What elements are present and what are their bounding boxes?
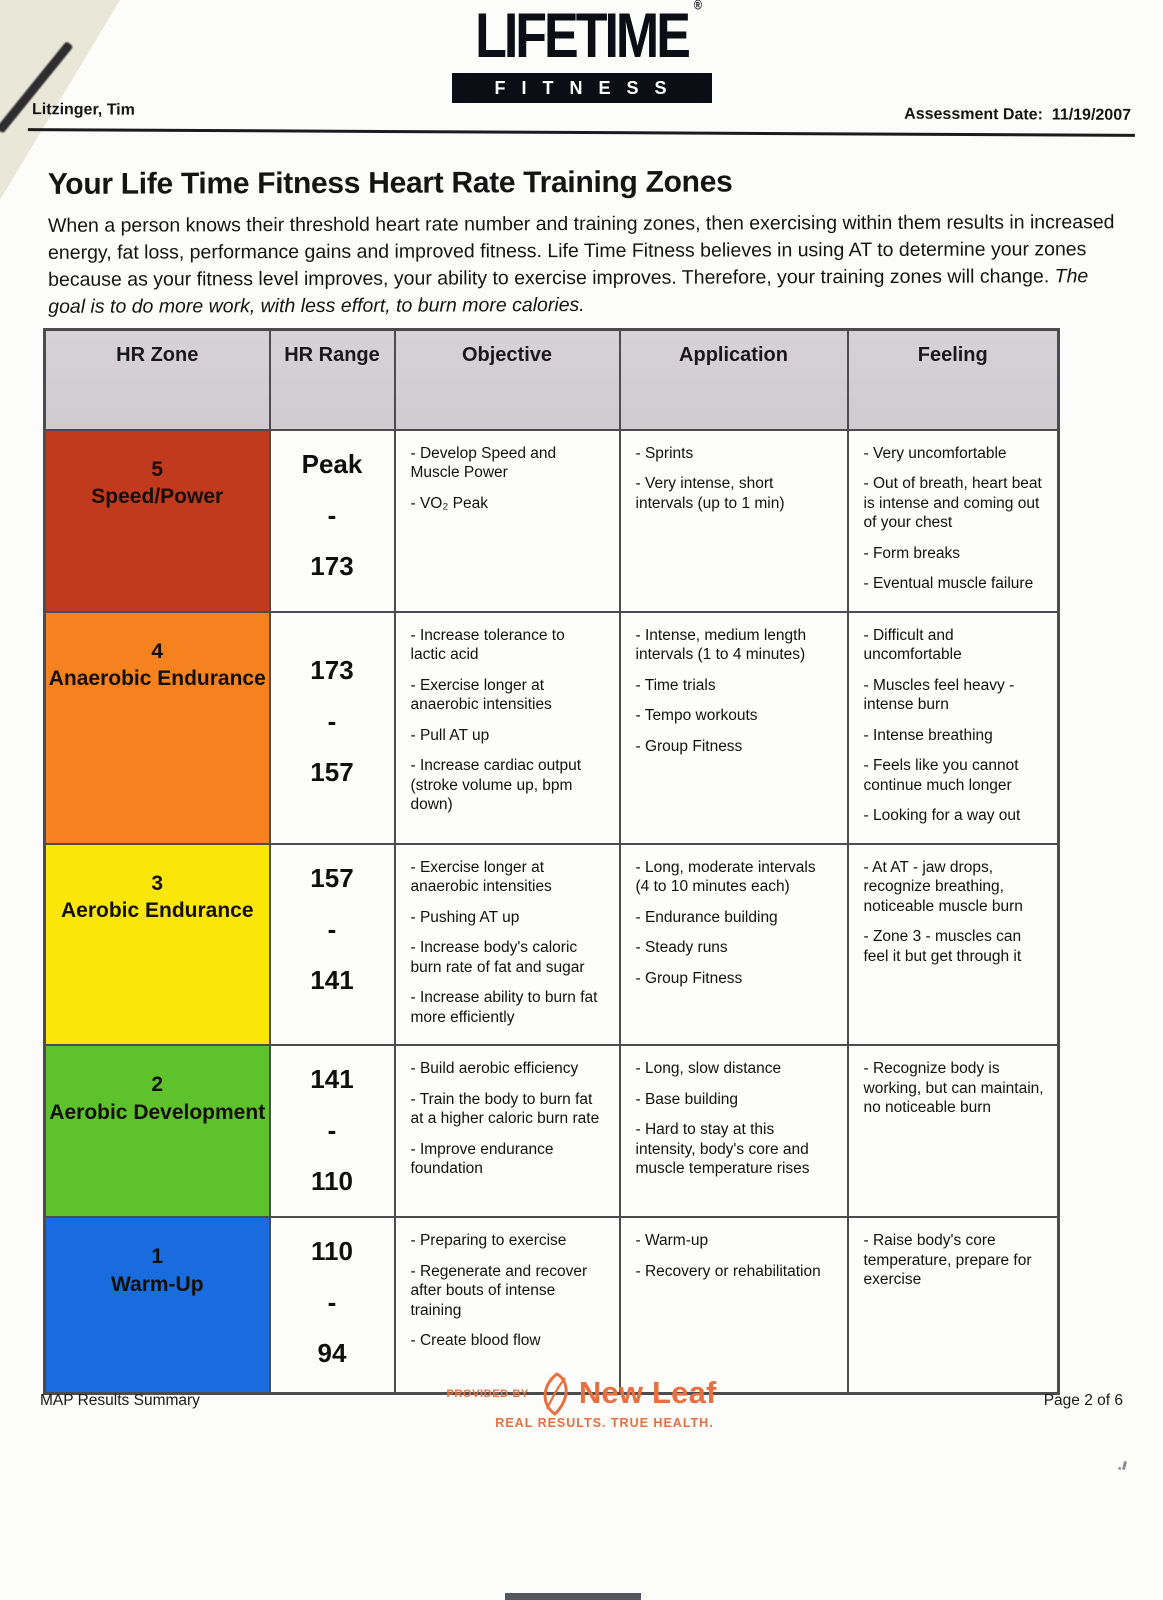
- zone-1-range-cell: [270, 1217, 395, 1393]
- bullet: - Build aerobic efficiency: [410, 1060, 579, 1078]
- bullet: - Long, slow distance: [635, 1060, 782, 1078]
- bullet: - Develop Speed and Muscle Power: [410, 444, 557, 482]
- zone-row-1: [45, 1217, 1059, 1393]
- zone-name: Anaerobic Endurance: [48, 667, 266, 691]
- zone-5-range-cell: [270, 430, 395, 612]
- zone-number: 5: [151, 457, 164, 481]
- divider-rule: [28, 128, 1135, 137]
- page-footer: [40, 1372, 1123, 1430]
- logo-text: LIFETIME: [475, 0, 688, 72]
- zone-1-application-cell: [620, 1217, 848, 1393]
- zone-number: 3: [151, 871, 164, 895]
- zone-5-label-cell: [45, 430, 270, 612]
- bullet: - Train the body to burn fat at a higher caloric burn rate: [410, 1090, 600, 1128]
- bullet: - Long, moderate intervals (4 to 10 minutes each): [635, 858, 816, 896]
- zone-5-objective-cell: [395, 430, 620, 612]
- zone-name: Speed/Power: [91, 485, 224, 509]
- zone-row-5: [45, 430, 1059, 612]
- bullet: - Very intense, short intervals (up to 1 min): [635, 475, 785, 512]
- bullet: - Regenerate and recover after bouts of intense training: [410, 1262, 588, 1319]
- zone-name: Aerobic Endurance: [60, 899, 254, 923]
- intro-italic: The goal is to do more work, with less effort, to burn more calories.: [48, 265, 1089, 318]
- zone-1-label-cell: [45, 1217, 270, 1393]
- zone-1-feeling-cell: [848, 1217, 1059, 1393]
- zone-name: Warm-Up: [110, 1273, 204, 1297]
- intro-paragraph: [48, 209, 1123, 321]
- bullet: - Increase body's caloric burn rate of fat and sugar: [410, 939, 585, 976]
- scan-speck-artifact: [1122, 1461, 1127, 1470]
- zone-2-range-cell: [270, 1045, 395, 1217]
- zone-2-application-cell: [620, 1045, 848, 1217]
- bullet: - Pushing AT up: [410, 908, 520, 926]
- range-top: 173: [310, 654, 354, 685]
- scan-edge-artifact: [505, 1593, 641, 1600]
- range-dash: -: [327, 913, 337, 944]
- bullet: - Increase cardiac output (stroke volume up, bpm down): [410, 757, 582, 814]
- zone-3-application-cell: [620, 844, 848, 1046]
- range-top: 141: [310, 1064, 354, 1095]
- range-bottom: 141: [310, 964, 354, 995]
- zone-number: 2: [151, 1073, 164, 1097]
- bullet: - Pull AT up: [410, 726, 490, 744]
- bullet: - Form breaks: [863, 544, 960, 562]
- zone-1-objective-cell: [395, 1217, 620, 1393]
- zone-row-3: [45, 844, 1059, 1046]
- bullet: - Feels like you cannot continue much longer: [863, 757, 1019, 794]
- range-bottom: 110: [311, 1166, 353, 1197]
- range-dash: -: [327, 499, 337, 530]
- registered-mark: ®: [693, 0, 702, 14]
- bullet: - Recognize body is working, but can maintain, no noticeable burn: [863, 1060, 1044, 1117]
- bullet: - Preparing to exercise: [410, 1232, 567, 1250]
- bullet: - Steady runs: [635, 939, 728, 957]
- zone-3-range-cell: [270, 844, 395, 1046]
- meta-band: [28, 101, 1135, 137]
- new-leaf-logo: [446, 1372, 716, 1430]
- bullet: - Intense, medium length intervals (1 to 4 minutes): [635, 626, 807, 664]
- range-dash: -: [327, 1287, 337, 1318]
- zone-3-label-cell: [45, 844, 270, 1046]
- logo-wordmark: [475, 0, 702, 72]
- bullet: - Exercise longer at anaerobic intensities: [410, 858, 552, 896]
- zone-3-objective-cell: [395, 844, 620, 1046]
- range-top: 157: [310, 862, 354, 893]
- zone-4-feeling-cell: [848, 612, 1059, 844]
- zone-4-application-cell: [620, 612, 848, 844]
- range-dash: -: [327, 1115, 337, 1146]
- bullet: - Exercise longer at anaerobic intensities: [410, 676, 552, 714]
- map-results-label: MAP Results Summary: [40, 1392, 200, 1409]
- bullet: - Endurance building: [635, 908, 778, 926]
- bullet: - Increase tolerance to lactic acid: [410, 626, 565, 664]
- lifetime-fitness-logo: [0, 0, 1163, 103]
- column-header-hr-range: HR Range: [270, 330, 395, 430]
- zone-5-feeling-cell: [848, 430, 1059, 612]
- bullet: - Increase ability to burn fat more efficiently: [410, 989, 598, 1026]
- assessment-date: [904, 106, 1131, 125]
- bullet: - Create blood flow: [410, 1332, 541, 1350]
- zone-2-feeling-cell: [848, 1045, 1059, 1217]
- new-leaf-name: New Leaf: [578, 1374, 717, 1410]
- page-number: Page 2 of 6: [1043, 1392, 1123, 1409]
- range-top: 110: [311, 1236, 353, 1267]
- bullet: - Recovery or rehabilitation: [635, 1262, 821, 1280]
- range-dash: -: [327, 705, 337, 736]
- bullet: - Eventual muscle failure: [863, 575, 1034, 593]
- assessment-date-label: Assessment Date:: [904, 105, 1043, 124]
- range-bottom: 94: [317, 1338, 347, 1369]
- bullet: - Warm-up: [635, 1232, 709, 1250]
- zone-2-objective-cell: [395, 1045, 620, 1217]
- leaf-icon: [536, 1372, 572, 1416]
- assessment-date-value: 11/19/2007: [1051, 106, 1132, 124]
- column-header-application: Application: [620, 330, 848, 430]
- column-header-feeling: Feeling: [848, 330, 1059, 430]
- patient-name: Litzinger, Tim: [31, 101, 135, 119]
- bullet: - Hard to stay at this intensity, body's core and muscle temperature rises: [635, 1121, 810, 1178]
- range-top: Peak: [301, 448, 363, 479]
- new-leaf-tagline: REAL RESULTS. TRUE HEALTH.: [495, 1416, 714, 1430]
- bullet: - Base building: [635, 1090, 739, 1108]
- range-bottom: 157: [310, 756, 354, 787]
- intro-regular: When a person knows their threshold heart rate number and training zones, then exercising within them results in increased energy, fat loss, performance gains and improved fitness. Life Time Fitness believes in using AT to determine your zones because as your fitness level improves, your ability to exercise improves. Therefore, your training zones will change.: [47, 211, 1115, 291]
- bullet: - Tempo workouts: [635, 707, 758, 725]
- bullet: - Difficult and uncomfortable: [863, 626, 962, 664]
- page-title: Your Life Time Fitness Heart Rate Training Zones: [47, 165, 733, 201]
- bullet: - Looking for a way out: [863, 807, 1021, 825]
- intro-section: [48, 164, 1124, 321]
- zone-2-label-cell: [45, 1045, 270, 1217]
- zone-row-4: [45, 612, 1059, 844]
- bullet: - VO₂ Peak: [410, 494, 489, 512]
- bullet: - Time trials: [635, 676, 716, 694]
- zone-number: 1: [151, 1245, 164, 1269]
- bullet: - At AT - jaw drops, recognize breathing, noticeable muscle burn: [863, 858, 1023, 915]
- bullet: - Group Fitness: [635, 969, 743, 987]
- zone-5-application-cell: [620, 430, 848, 612]
- bullet: - Muscles feel heavy - intense burn: [863, 676, 1015, 714]
- bullet: - Improve endurance foundation: [410, 1140, 554, 1178]
- bullet: - Out of breath, heart beat is intense and coming out of your chest: [863, 475, 1042, 532]
- column-header-objective: Objective: [395, 330, 620, 430]
- zone-4-range-cell: [270, 612, 395, 844]
- bullet: - Sprints: [635, 444, 694, 462]
- bullet: - Zone 3 - muscles can feel it but get through it: [863, 928, 1022, 965]
- bullet: - Very uncomfortable: [863, 444, 1007, 462]
- zone-number: 4: [151, 639, 164, 663]
- zone-name: Aerobic Development: [49, 1101, 266, 1125]
- logo-fitness-bar: FITNESS: [452, 73, 712, 103]
- zone-3-feeling-cell: [848, 844, 1059, 1046]
- bullet: - Group Fitness: [635, 737, 743, 755]
- zone-4-objective-cell: [395, 612, 620, 844]
- zone-row-2: [45, 1045, 1059, 1217]
- table-header-row: [45, 330, 1059, 430]
- range-bottom: 173: [310, 550, 354, 581]
- zone-4-label-cell: [45, 612, 270, 844]
- column-header-hr-zone: HR Zone: [45, 330, 270, 430]
- hr-zones-table: [43, 328, 1060, 1395]
- provided-by-label: PROVIDED BY: [446, 1388, 529, 1400]
- bullet: - Intense breathing: [863, 726, 993, 744]
- bullet: - Raise body's core temperature, prepare for exercise: [863, 1232, 1032, 1289]
